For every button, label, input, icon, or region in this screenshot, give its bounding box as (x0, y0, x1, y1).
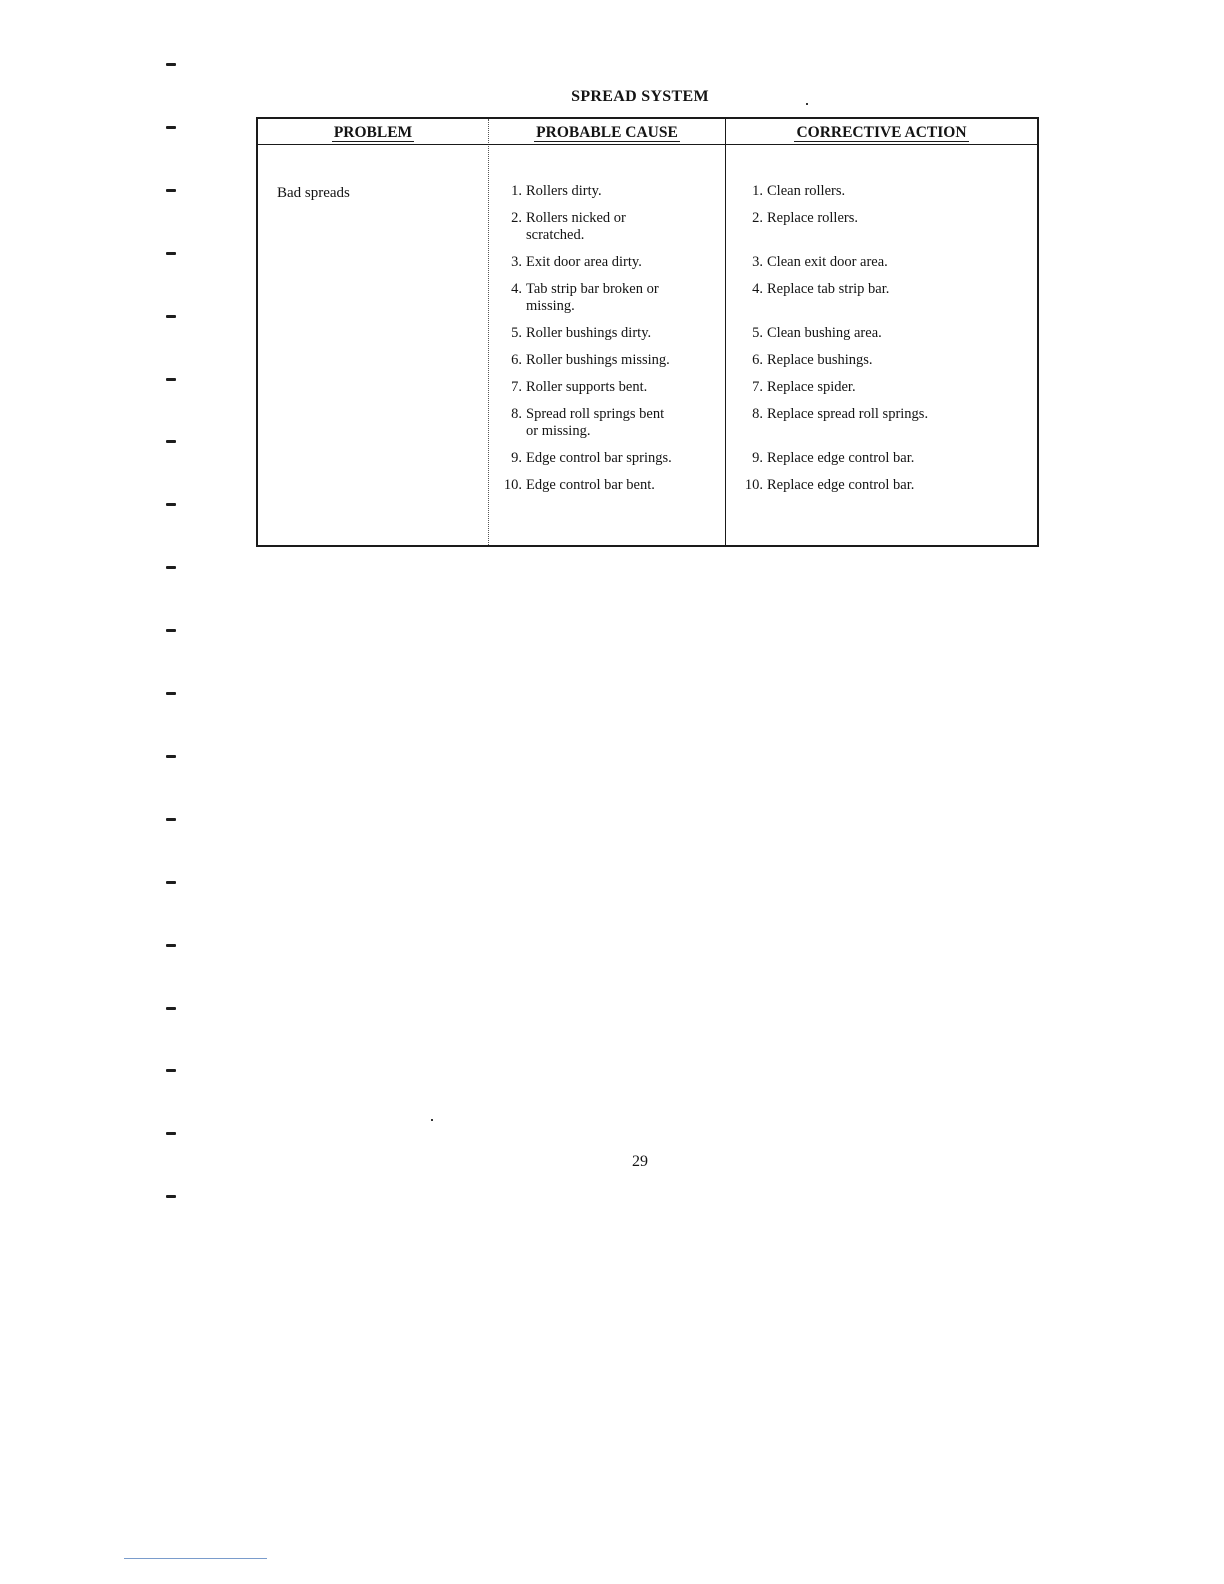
margin-mark (166, 189, 176, 192)
header-probable-cause (489, 123, 725, 143)
item-number: 5. (511, 325, 522, 341)
cause-item (500, 379, 722, 396)
item-number: 4. (752, 281, 763, 297)
action-item (741, 254, 1033, 271)
margin-mark (166, 1132, 176, 1135)
item-number: 3. (752, 254, 763, 270)
cause-item-text: Exit door area dirty. (526, 254, 642, 270)
cause-item-text: Rollers dirty. (526, 183, 602, 199)
item-number: 9. (752, 450, 763, 466)
item-number: 1. (752, 183, 763, 199)
action-item (741, 352, 1033, 369)
problem-text: Bad spreads (277, 185, 350, 201)
header-cause-label: PROBABLE CAUSE (536, 124, 678, 141)
margin-mark (166, 126, 176, 129)
item-number: 1. (511, 183, 522, 199)
item-number: 10. (503, 477, 522, 493)
cause-item (500, 183, 722, 200)
cause-item-text: Roller bushings missing. (526, 352, 670, 368)
cause-item (500, 325, 722, 342)
probable-cause-list (500, 183, 722, 504)
action-item (741, 450, 1033, 467)
margin-mark (166, 1195, 176, 1198)
action-item (741, 379, 1033, 396)
item-number: 9. (511, 450, 522, 466)
margin-mark (166, 881, 176, 884)
margin-mark (166, 503, 176, 506)
cause-item-text: Tab strip bar broken or missing. (526, 281, 659, 314)
header-rule (258, 144, 1037, 145)
item-number: 7. (511, 379, 522, 395)
margin-mark (166, 755, 176, 758)
action-item (741, 325, 1033, 342)
cause-item-text: Roller supports bent. (526, 379, 648, 395)
scan-speck (431, 1119, 433, 1121)
cause-item (500, 450, 722, 467)
margin-mark (166, 440, 176, 443)
page-title: SPREAD SYSTEM (571, 88, 709, 105)
cause-item-text: Rollers nicked or scratched. (526, 210, 626, 243)
column-divider (725, 119, 726, 545)
cause-item-text: Edge control bar bent. (526, 477, 655, 493)
margin-mark (166, 252, 176, 255)
margin-binding-marks (0, 0, 200, 1584)
margin-mark (166, 944, 176, 947)
cause-item (500, 352, 722, 369)
action-item-text: Replace spread roll springs. (767, 406, 929, 422)
action-item (741, 210, 1033, 244)
action-item (741, 281, 1033, 315)
action-item (741, 477, 1033, 494)
header-action-label: CORRECTIVE ACTION (796, 124, 967, 141)
margin-mark (166, 566, 176, 569)
cause-item (500, 281, 722, 315)
margin-mark (166, 818, 176, 821)
item-number: 10. (744, 477, 763, 493)
margin-mark (166, 692, 176, 695)
page-number: 29 (632, 1153, 648, 1170)
cause-item (500, 406, 722, 440)
item-number: 7. (752, 379, 763, 395)
action-item-text: Clean rollers. (767, 183, 846, 199)
cause-item (500, 210, 722, 244)
action-item-text: Replace edge control bar. (767, 450, 915, 466)
cause-item-text: Spread roll springs bent or missing. (526, 406, 665, 439)
action-item-text: Replace bushings. (767, 352, 873, 368)
scan-speck (806, 103, 808, 105)
action-item-text: Replace rollers. (767, 210, 858, 226)
item-number: 6. (752, 352, 763, 368)
item-number: 4. (511, 281, 522, 297)
item-number: 6. (511, 352, 522, 368)
header-problem (258, 123, 488, 143)
item-number: 2. (511, 210, 522, 226)
item-number: 8. (511, 406, 522, 422)
margin-mark (166, 63, 176, 66)
cause-item (500, 254, 722, 271)
item-number: 3. (511, 254, 522, 270)
cause-item-text: Edge control bar springs. (526, 450, 672, 466)
item-number: 2. (752, 210, 763, 226)
action-item-text: Replace tab strip bar. (767, 281, 890, 297)
margin-mark (166, 315, 176, 318)
margin-mark (166, 378, 176, 381)
margin-mark (166, 1007, 176, 1010)
item-number: 5. (752, 325, 763, 341)
cause-item (500, 477, 722, 494)
header-problem-label: PROBLEM (333, 124, 413, 141)
margin-mark (166, 629, 176, 632)
action-item (741, 406, 1033, 440)
troubleshooting-table (256, 117, 1039, 547)
header-corrective-action (726, 123, 1037, 143)
corrective-action-list (741, 183, 1033, 504)
action-item-text: Replace edge control bar. (767, 477, 915, 493)
column-divider (488, 119, 489, 545)
footer-rule (124, 1558, 267, 1559)
margin-mark (166, 1069, 176, 1072)
action-item (741, 183, 1033, 200)
item-number: 8. (752, 406, 763, 422)
action-item-text: Replace spider. (767, 379, 856, 395)
cause-item-text: Roller bushings dirty. (526, 325, 652, 341)
action-item-text: Clean bushing area. (767, 325, 882, 341)
action-item-text: Clean exit door area. (767, 254, 888, 270)
